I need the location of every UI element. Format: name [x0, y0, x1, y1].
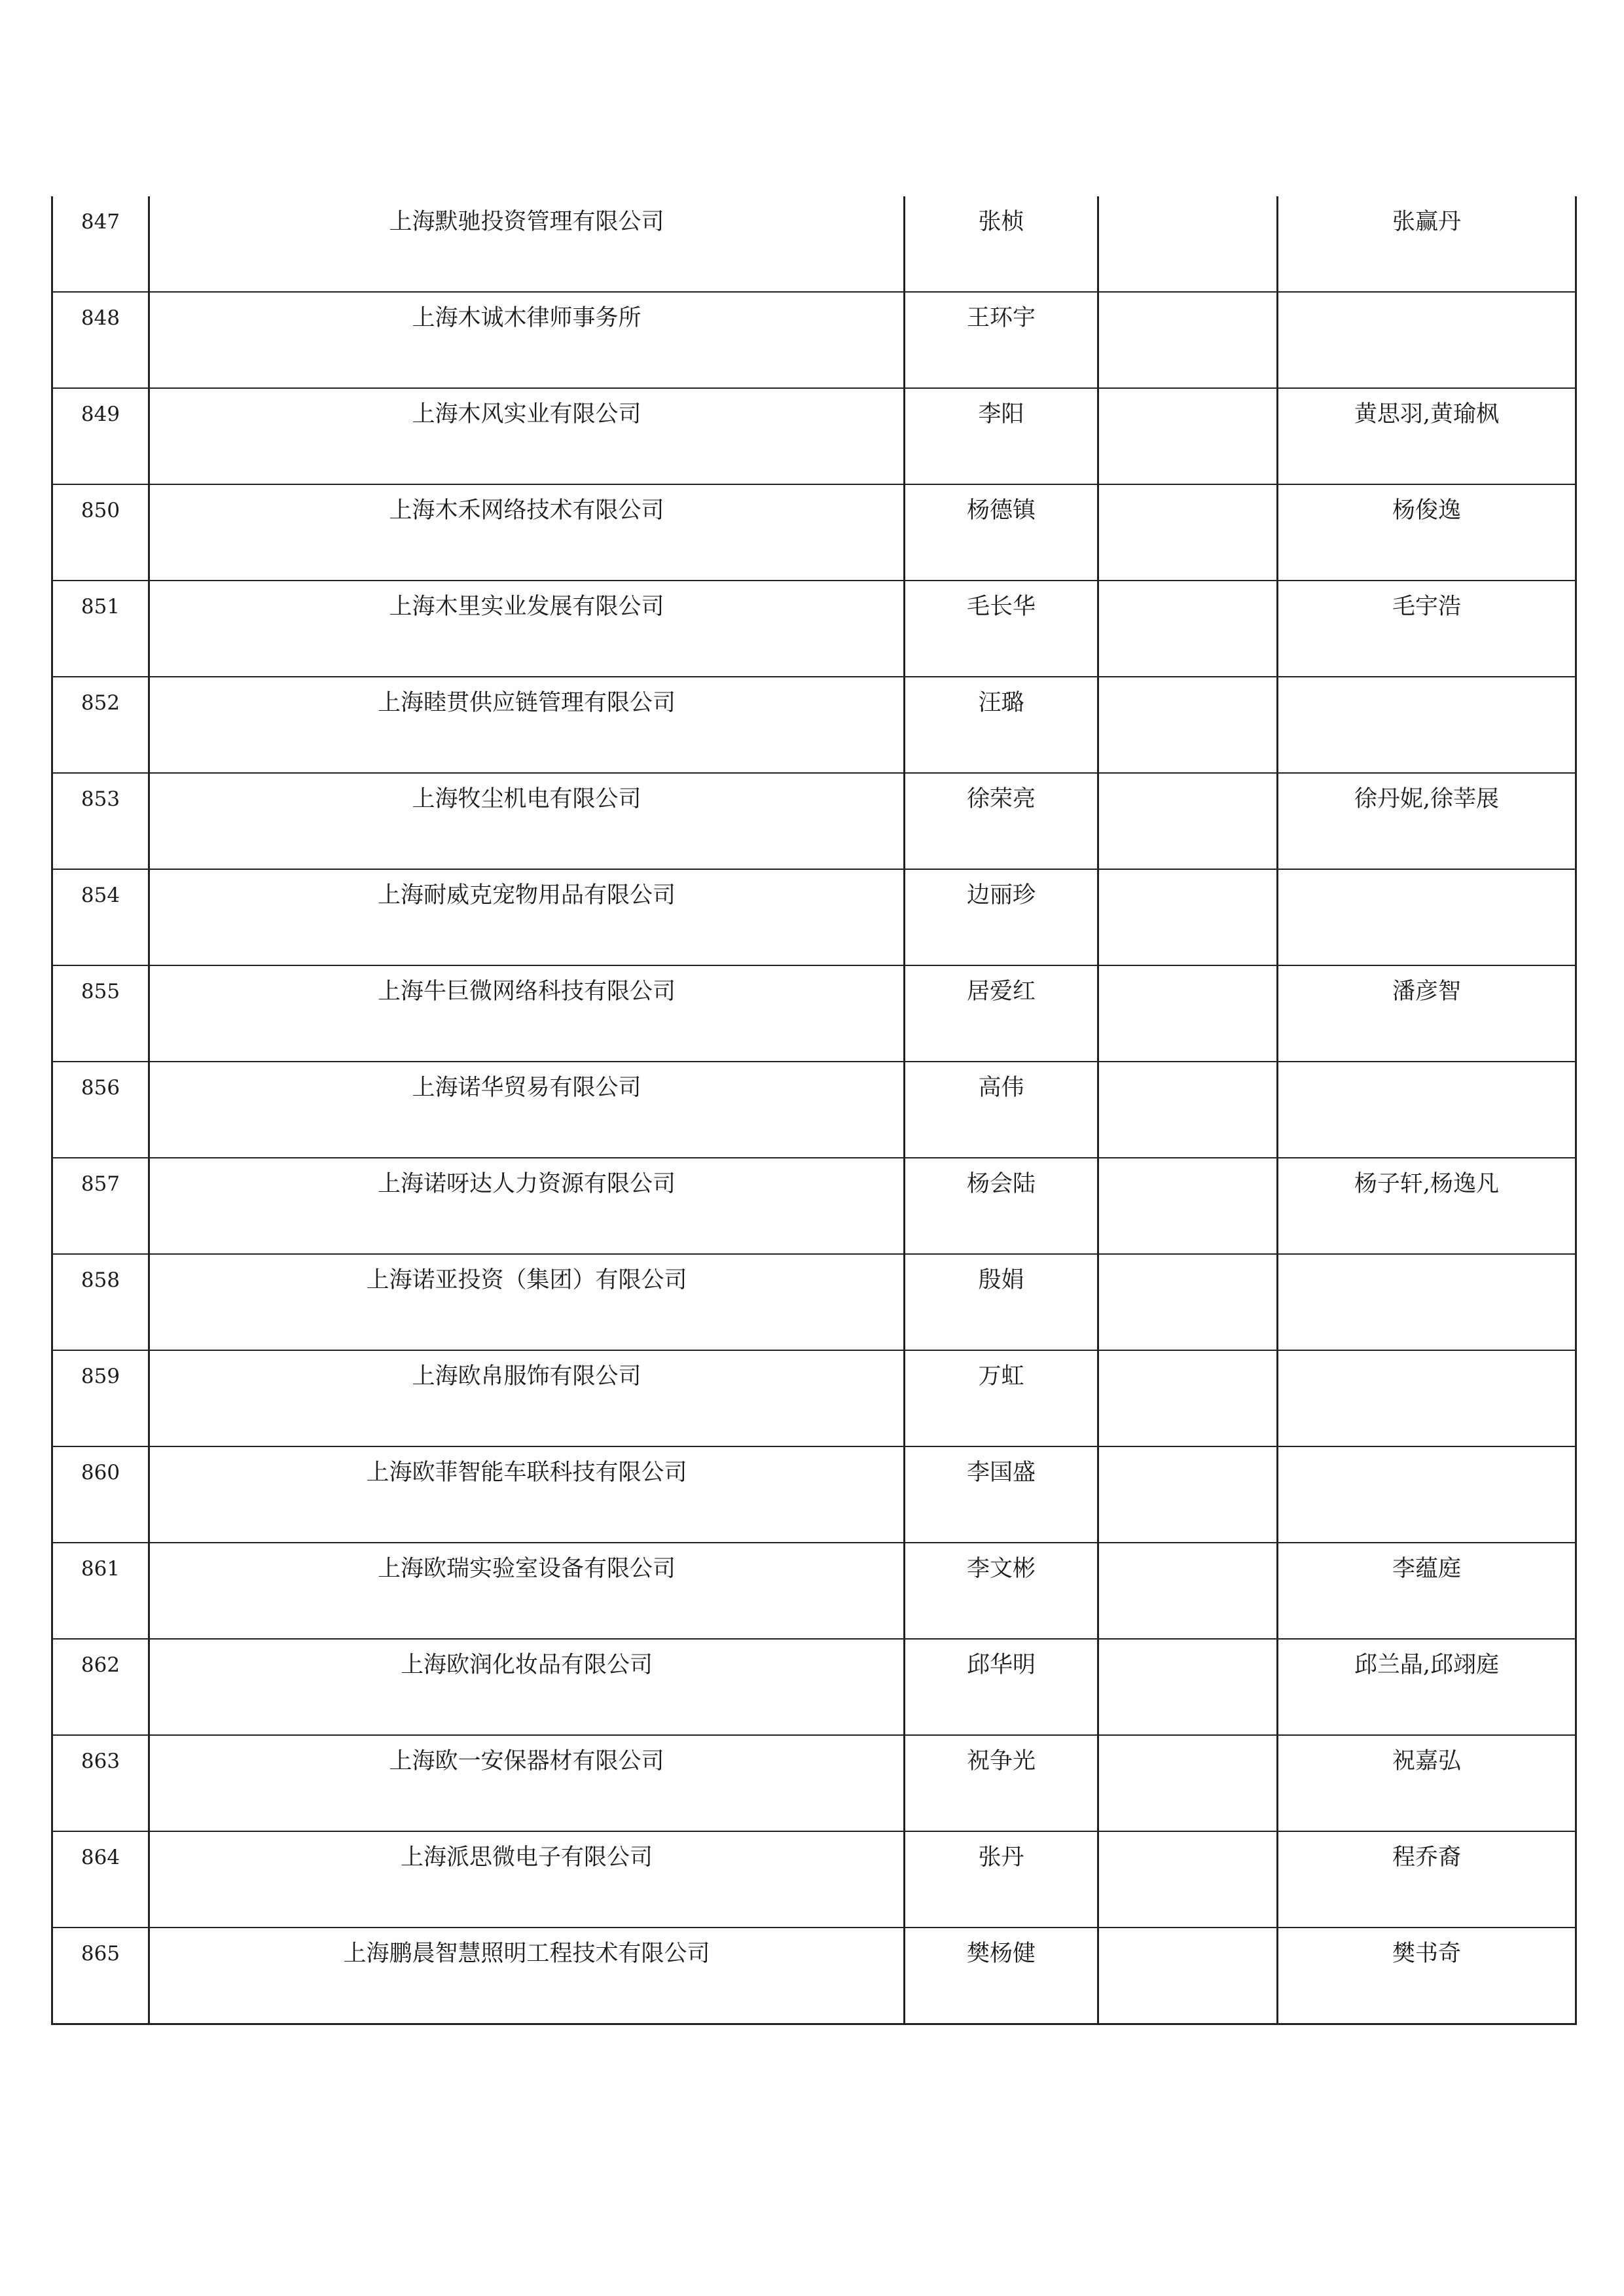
representative-cell [905, 677, 1098, 773]
company-cell [149, 1639, 905, 1735]
table-row [52, 1158, 1576, 1254]
table-row [52, 773, 1576, 869]
blank-cell [1098, 1062, 1278, 1158]
representative-cell [905, 773, 1098, 869]
representative-cell [905, 1639, 1098, 1735]
company-cell [149, 1831, 905, 1928]
company-name: 上海诺呀达人力资源有限公司 [377, 1171, 676, 1197]
blank-cell [1098, 965, 1278, 1062]
company-name: 上海牧尘机电有限公司 [412, 786, 641, 812]
company-cell [149, 869, 905, 965]
representative-name: 邱华明 [966, 1652, 1036, 1678]
company-cell [149, 1543, 905, 1639]
company-cell [149, 1254, 905, 1350]
row-number-cell [52, 773, 149, 869]
blank-value [1099, 870, 1276, 884]
blank-cell [1098, 869, 1278, 965]
blank-cell [1098, 1928, 1278, 2024]
row-number: 852 [81, 691, 120, 715]
representative-name: 祝争光 [966, 1748, 1036, 1774]
representative-name: 万虹 [978, 1363, 1024, 1390]
company-cell [149, 1735, 905, 1831]
representative-name: 汪璐 [978, 690, 1024, 716]
representative-name: 边丽珍 [966, 882, 1036, 908]
row-number: 857 [81, 1172, 120, 1196]
table-row [52, 1254, 1576, 1350]
company-cell [149, 1928, 905, 2024]
row-number: 851 [81, 595, 120, 619]
representative-cell [905, 1543, 1098, 1639]
row-number: 860 [81, 1461, 120, 1484]
row-number-cell [52, 292, 149, 388]
representative-name: 居爱红 [966, 978, 1036, 1005]
company-cell [149, 773, 905, 869]
children-names [1278, 1062, 1575, 1077]
representative-name: 李阳 [978, 401, 1024, 427]
row-number-cell [52, 1062, 149, 1158]
blank-cell [1098, 1639, 1278, 1735]
row-number-cell [52, 196, 149, 292]
blank-cell [1098, 484, 1278, 581]
children-cell [1278, 484, 1576, 581]
children-cell [1278, 1350, 1576, 1446]
company-name: 上海欧帛服饰有限公司 [412, 1363, 641, 1390]
row-number-cell [52, 581, 149, 677]
roster-body [52, 196, 1576, 2024]
representative-cell [905, 1062, 1098, 1158]
representative-name: 王环宇 [966, 305, 1036, 331]
children-cell [1278, 1158, 1576, 1254]
children-cell [1278, 1735, 1576, 1831]
blank-value [1099, 1158, 1276, 1173]
representative-name: 杨会陆 [966, 1171, 1036, 1197]
blank-value [1099, 389, 1276, 403]
table-row [52, 869, 1576, 965]
row-number-cell [52, 1543, 149, 1639]
row-number: 849 [81, 403, 120, 426]
representative-cell [905, 869, 1098, 965]
representative-cell [905, 1928, 1098, 2024]
blank-cell [1098, 773, 1278, 869]
table-row [52, 292, 1576, 388]
blank-cell [1098, 388, 1278, 484]
blank-cell [1098, 1254, 1278, 1350]
representative-cell [905, 1158, 1098, 1254]
children-names: 杨俊逸 [1392, 497, 1461, 524]
children-cell [1278, 869, 1576, 965]
children-names: 李蕴庭 [1392, 1556, 1461, 1582]
row-number-cell [52, 1735, 149, 1831]
row-number: 864 [81, 1846, 120, 1869]
blank-value [1099, 774, 1276, 788]
children-names: 程乔裔 [1392, 1844, 1461, 1871]
blank-value [1099, 1928, 1276, 1943]
row-number: 855 [81, 980, 120, 1003]
blank-cell [1098, 1735, 1278, 1831]
children-cell [1278, 1543, 1576, 1639]
children-names [1278, 293, 1575, 307]
company-name: 上海鹏晨智慧照明工程技术有限公司 [343, 1941, 710, 1967]
row-number: 847 [81, 210, 120, 234]
representative-name: 高伟 [978, 1075, 1024, 1101]
row-number: 848 [81, 306, 120, 330]
representative-cell [905, 292, 1098, 388]
children-names [1278, 677, 1575, 692]
row-number-cell [52, 1446, 149, 1543]
row-number-cell [52, 484, 149, 581]
row-number-cell [52, 965, 149, 1062]
blank-value [1099, 1062, 1276, 1077]
company-cell [149, 1062, 905, 1158]
children-names: 毛宇浩 [1392, 594, 1461, 620]
children-cell [1278, 292, 1576, 388]
company-cell [149, 965, 905, 1062]
children-cell [1278, 773, 1576, 869]
company-cell [149, 196, 905, 292]
table-row [52, 965, 1576, 1062]
representative-name: 樊杨健 [966, 1941, 1036, 1967]
row-number: 853 [81, 787, 120, 811]
children-cell [1278, 1639, 1576, 1735]
blank-cell [1098, 1831, 1278, 1928]
row-number-cell [52, 1928, 149, 2024]
representative-name: 毛长华 [966, 594, 1036, 620]
blank-value [1099, 1832, 1276, 1846]
company-name: 上海木风实业有限公司 [412, 401, 641, 427]
company-name: 上海欧瑞实验室设备有限公司 [377, 1556, 676, 1582]
representative-cell [905, 196, 1098, 292]
row-number-cell [52, 677, 149, 773]
row-number: 854 [81, 884, 120, 907]
company-name: 上海诺亚投资（集团）有限公司 [366, 1267, 687, 1293]
row-number-cell [52, 1158, 149, 1254]
children-cell [1278, 1928, 1576, 2024]
blank-value [1099, 1447, 1276, 1462]
row-number: 856 [81, 1076, 120, 1100]
company-name: 上海欧一安保器材有限公司 [389, 1748, 664, 1774]
children-names [1278, 870, 1575, 884]
company-cell [149, 1350, 905, 1446]
company-name: 上海木禾网络技术有限公司 [389, 497, 664, 524]
blank-value [1099, 677, 1276, 692]
representative-name: 张丹 [978, 1844, 1024, 1871]
children-names [1278, 1255, 1575, 1269]
children-names [1278, 1351, 1575, 1365]
document-page [51, 196, 1575, 2025]
row-number-cell [52, 388, 149, 484]
company-name: 上海牛巨微网络科技有限公司 [377, 978, 676, 1005]
table-row [52, 388, 1576, 484]
representative-name: 李国盛 [966, 1460, 1036, 1486]
blank-cell [1098, 1158, 1278, 1254]
representative-cell [905, 965, 1098, 1062]
row-number: 858 [81, 1268, 120, 1292]
table-row [52, 1446, 1576, 1543]
blank-value [1099, 581, 1276, 596]
children-names: 杨子轩,杨逸凡 [1354, 1171, 1500, 1197]
table-row [52, 581, 1576, 677]
children-names: 邱兰晶,邱翊庭 [1354, 1652, 1500, 1678]
representative-name: 杨德镇 [966, 497, 1036, 524]
company-cell [149, 388, 905, 484]
row-number: 859 [81, 1365, 120, 1388]
representative-cell [905, 1831, 1098, 1928]
blank-cell [1098, 677, 1278, 773]
children-cell [1278, 581, 1576, 677]
company-name: 上海木诚木律师事务所 [412, 305, 641, 331]
company-cell [149, 581, 905, 677]
representative-name: 殷娟 [978, 1267, 1024, 1293]
row-number: 862 [81, 1653, 120, 1677]
row-number-cell [52, 1254, 149, 1350]
children-cell [1278, 965, 1576, 1062]
company-name: 上海木里实业发展有限公司 [389, 594, 664, 620]
representative-name: 张桢 [978, 209, 1024, 235]
children-cell [1278, 1254, 1576, 1350]
representative-cell [905, 484, 1098, 581]
representative-name: 李文彬 [966, 1556, 1036, 1582]
company-name: 上海耐威克宠物用品有限公司 [377, 882, 676, 908]
company-name: 上海睦贯供应链管理有限公司 [377, 690, 676, 716]
representative-cell [905, 1254, 1098, 1350]
children-names: 祝嘉弘 [1392, 1748, 1461, 1774]
company-name: 上海欧润化妆品有限公司 [400, 1652, 653, 1678]
company-name: 上海欧菲智能车联科技有限公司 [366, 1460, 687, 1486]
row-number-cell [52, 1350, 149, 1446]
children-cell [1278, 1446, 1576, 1543]
table-row [52, 484, 1576, 581]
company-cell [149, 484, 905, 581]
blank-cell [1098, 292, 1278, 388]
table-row [52, 1543, 1576, 1639]
children-cell [1278, 1831, 1576, 1928]
company-cell [149, 292, 905, 388]
company-name: 上海诺华贸易有限公司 [412, 1075, 641, 1101]
blank-cell [1098, 196, 1278, 292]
blank-value [1099, 293, 1276, 307]
company-name: 上海默驰投资管理有限公司 [389, 209, 664, 235]
row-number: 865 [81, 1942, 120, 1965]
children-names: 樊书奇 [1392, 1941, 1461, 1967]
table-row [52, 1639, 1576, 1735]
children-names: 黄思羽,黄瑜枫 [1354, 401, 1500, 427]
table-row [52, 196, 1576, 292]
children-cell [1278, 196, 1576, 292]
table-row [52, 1735, 1576, 1831]
company-name: 上海派思微电子有限公司 [400, 1844, 653, 1871]
row-number: 861 [81, 1557, 120, 1581]
representative-cell [905, 388, 1098, 484]
blank-value [1099, 196, 1276, 211]
row-number: 850 [81, 499, 120, 522]
table-row [52, 1350, 1576, 1446]
row-number-cell [52, 1639, 149, 1735]
children-cell [1278, 388, 1576, 484]
representative-cell [905, 1350, 1098, 1446]
blank-value [1099, 1255, 1276, 1269]
representative-cell [905, 581, 1098, 677]
company-cell [149, 1158, 905, 1254]
row-number-cell [52, 869, 149, 965]
blank-value [1099, 1640, 1276, 1654]
blank-cell [1098, 1543, 1278, 1639]
blank-value [1099, 1543, 1276, 1558]
children-names: 徐丹妮,徐莘展 [1354, 786, 1500, 812]
representative-cell [905, 1735, 1098, 1831]
table-row [52, 1831, 1576, 1928]
row-number: 863 [81, 1749, 120, 1773]
row-number-cell [52, 1831, 149, 1928]
representative-cell [905, 1446, 1098, 1543]
children-names: 潘彦智 [1392, 978, 1461, 1005]
blank-cell [1098, 1350, 1278, 1446]
company-cell [149, 677, 905, 773]
table-row [52, 1928, 1576, 2024]
children-cell [1278, 677, 1576, 773]
blank-cell [1098, 1446, 1278, 1543]
blank-value [1099, 485, 1276, 499]
children-cell [1278, 1062, 1576, 1158]
roster-table [51, 196, 1577, 2025]
table-row [52, 677, 1576, 773]
children-names: 张赢丹 [1392, 209, 1461, 235]
representative-name: 徐荣亮 [966, 786, 1036, 812]
blank-cell [1098, 581, 1278, 677]
blank-value [1099, 1351, 1276, 1365]
company-cell [149, 1446, 905, 1543]
blank-value [1099, 966, 1276, 980]
blank-value [1099, 1736, 1276, 1750]
children-names [1278, 1447, 1575, 1462]
table-row [52, 1062, 1576, 1158]
